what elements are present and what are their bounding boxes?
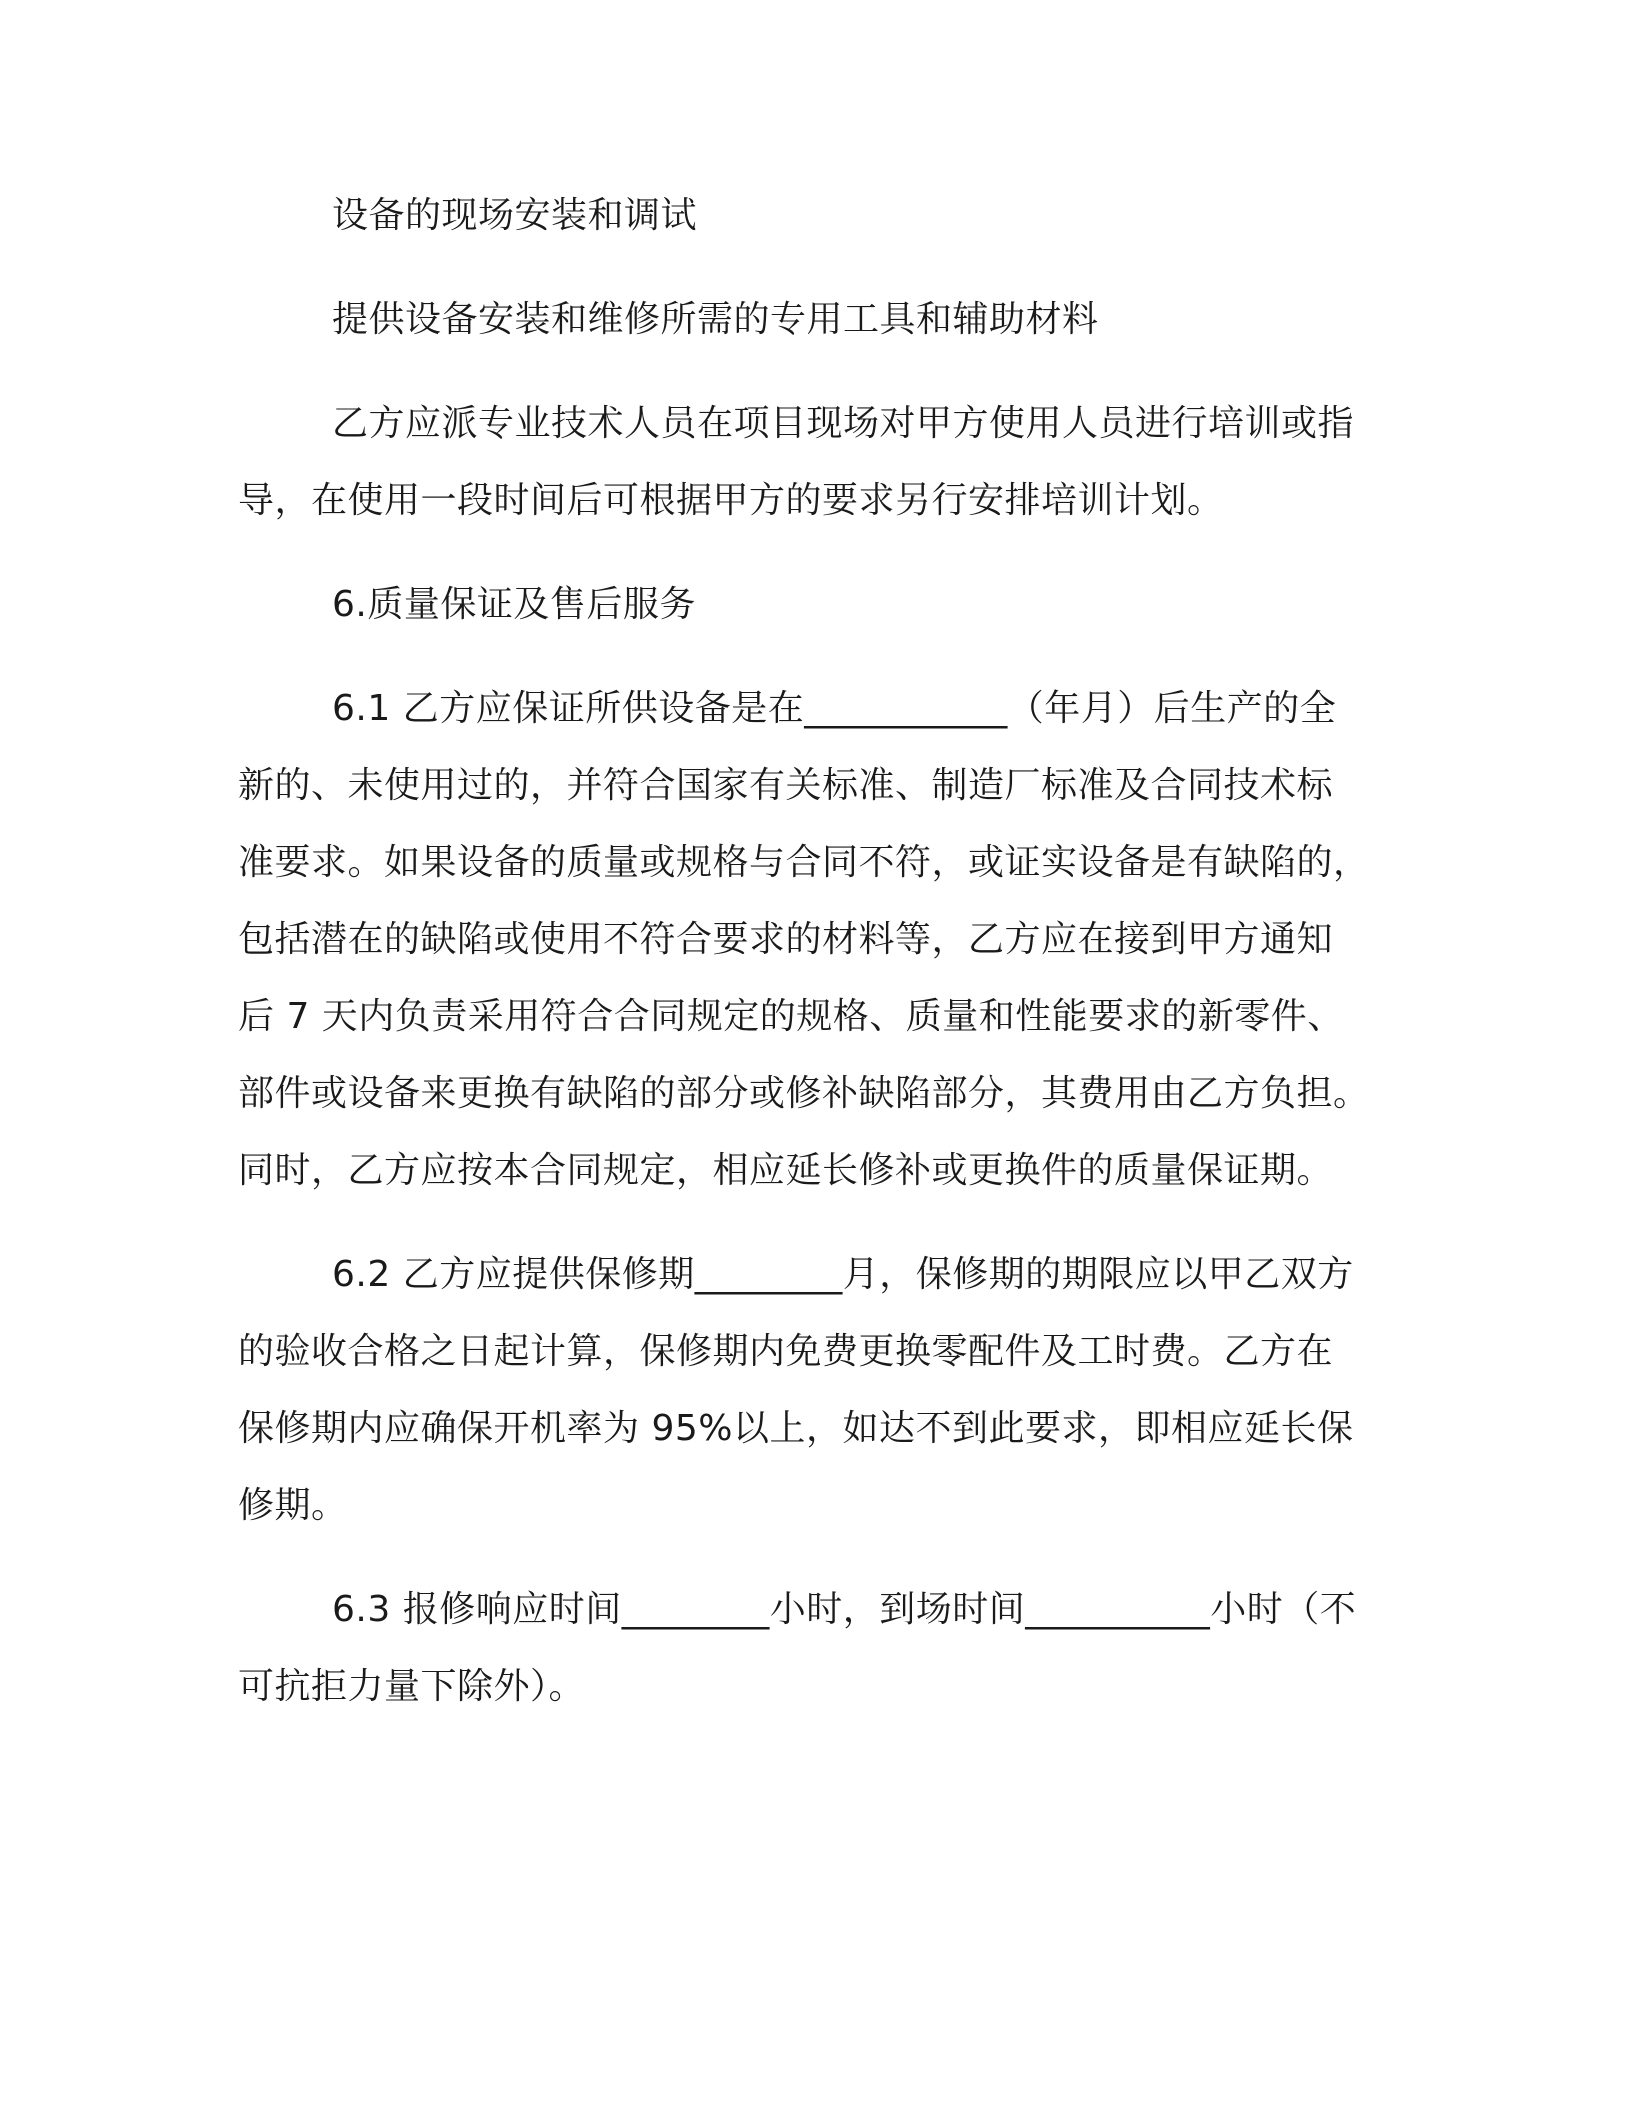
- paragraph-training-line-1: 乙方应派专业技术人员在项目现场对甲方使用人员进行培训或指: [332, 403, 1355, 444]
- clause-6-2-line-1: 6.2 乙方应提供保修期________月，保修期的期限应以甲乙双方: [332, 1254, 1354, 1295]
- clause-6-2-line-4: 修期。: [238, 1485, 348, 1526]
- clause-6-3-line-1: 6.3 报修响应时间________小时，到场时间__________小时（不: [332, 1589, 1357, 1630]
- paragraph-tools-materials: 提供设备安装和维修所需的专用工具和辅助材料: [332, 299, 1099, 340]
- section-6-heading: 6.质量保证及售后服务: [332, 584, 696, 625]
- paragraph-install-debug: 设备的现场安装和调试: [332, 195, 698, 236]
- clause-6-2-line-2: 的验收合格之日起计算，保修期内免费更换零配件及工时费。乙方在: [238, 1331, 1334, 1372]
- clause-6-2-line-3: 保修期内应确保开机率为 95%以上，如达不到此要求，即相应延长保: [238, 1408, 1354, 1449]
- clause-6-1-line-6: 部件或设备来更换有缺陷的部分或修补缺陷部分，其费用由乙方负担。: [238, 1073, 1370, 1114]
- clause-6-1-line-7: 同时，乙方应按本合同规定，相应延长修补或更换件的质量保证期。: [238, 1150, 1334, 1191]
- clause-6-1-line-3: 准要求。如果设备的质量或规格与合同不符，或证实设备是有缺陷的，: [238, 842, 1370, 883]
- clause-6-1-line-5: 后 7 天内负责采用符合合同规定的规格、质量和性能要求的新零件、: [238, 996, 1344, 1037]
- clause-6-1-line-1: 6.1 乙方应保证所供设备是在___________（年月）后生产的全: [332, 688, 1337, 729]
- clause-6-1-line-4: 包括潜在的缺陷或使用不符合要求的材料等，乙方应在接到甲方通知: [238, 919, 1334, 960]
- clause-6-3-line-2: 可抗拒力量下除外）。: [238, 1666, 586, 1707]
- paragraph-training-line-2: 导，在使用一段时间后可根据甲方的要求另行安排培训计划。: [238, 480, 1224, 521]
- clause-6-1-line-2: 新的、未使用过的，并符合国家有关标准、制造厂标准及合同技术标: [238, 765, 1334, 806]
